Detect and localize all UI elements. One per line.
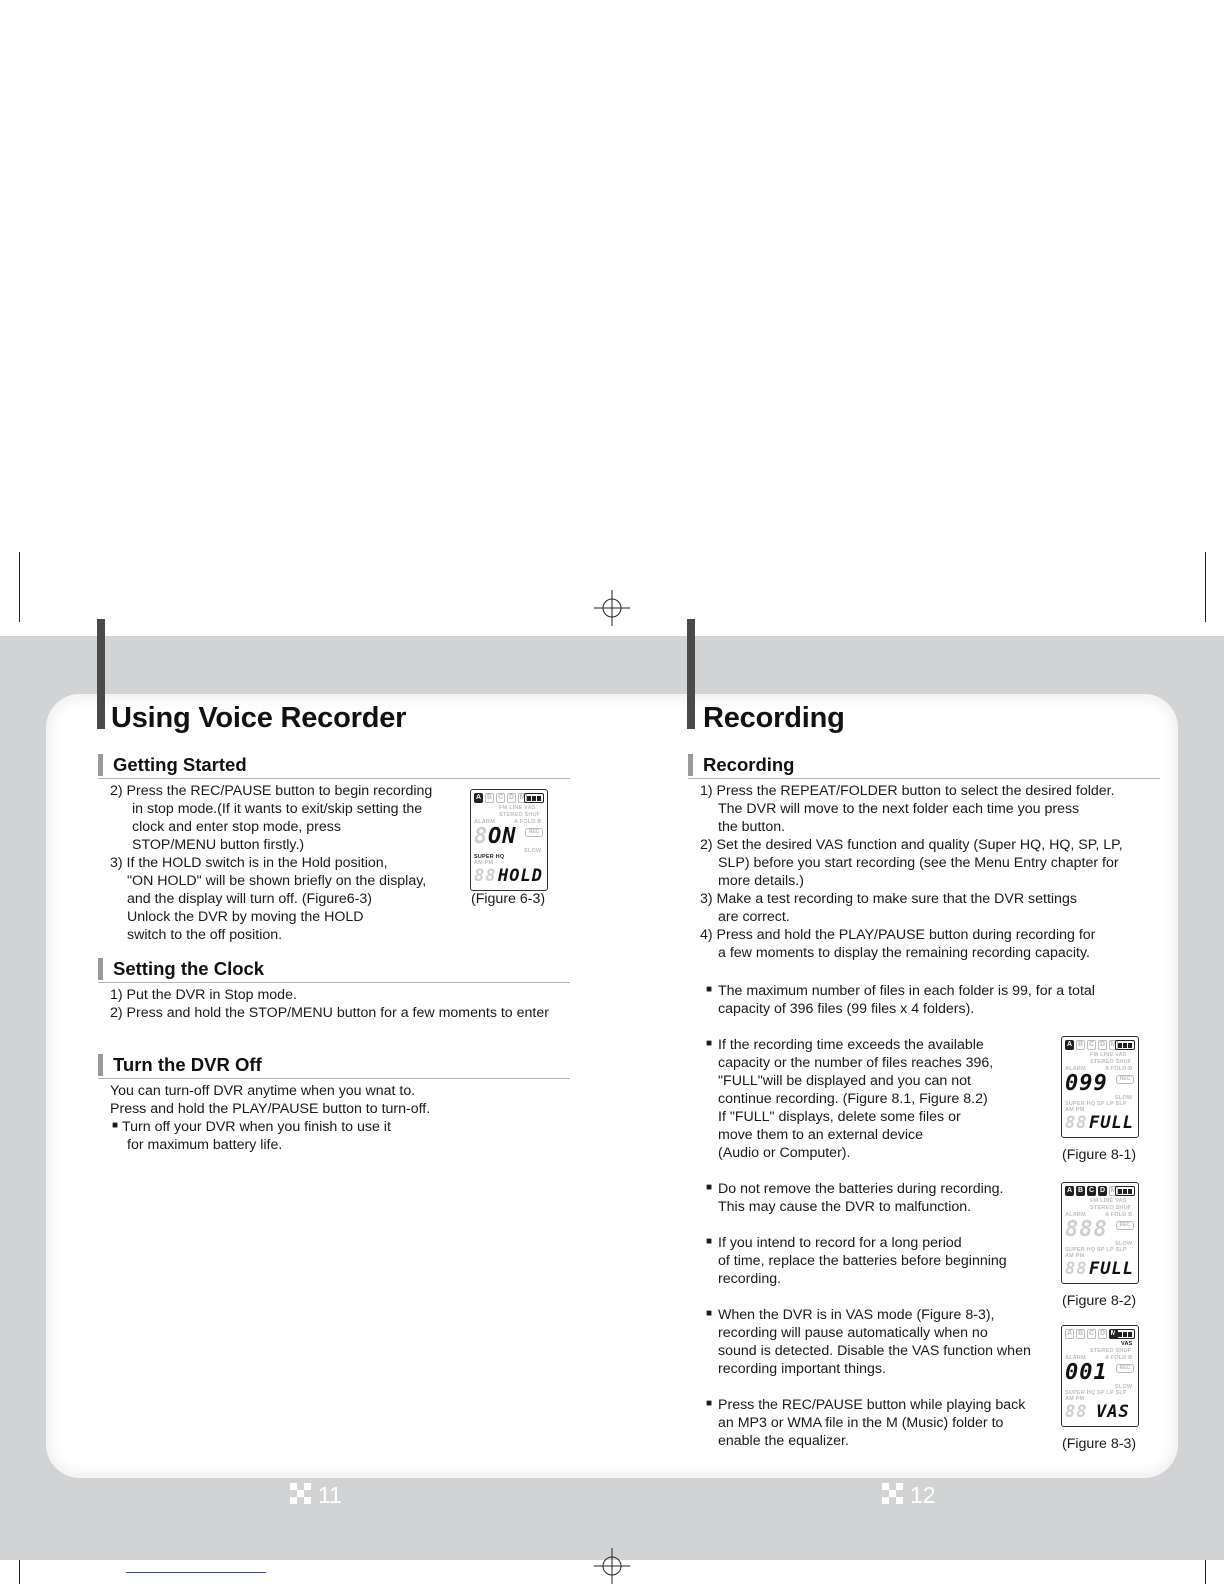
text-line: Press and hold the PLAY/PAUSE button to turn-off. (110, 1101, 431, 1117)
note-line: recording will pause automatically when no (718, 1325, 988, 1341)
bullet-icon: ■ (706, 1182, 713, 1193)
bullet-icon: ■ (706, 1236, 713, 1247)
section-divider (98, 1078, 570, 1079)
note-line: Press the REC/PAUSE button while playing back (718, 1397, 1026, 1413)
section-heading-getting-started: Getting Started (98, 754, 247, 776)
lcd-vas-indicator: VAS (1121, 1341, 1133, 1347)
note-line: (Audio or Computer). (718, 1145, 851, 1161)
lcd-label: AM PM (474, 860, 494, 866)
folder-indicator: C (1088, 1330, 1095, 1337)
battery-icon (1115, 1040, 1135, 1050)
battery-icon (1115, 1329, 1135, 1339)
lcd-label: SUPER HQ SP LP SLP (1065, 1247, 1127, 1253)
section-divider (688, 778, 1160, 779)
section-heading-setting-clock: Setting the Clock (98, 958, 264, 980)
folder-indicator: C (497, 794, 504, 801)
lcd-rec-indicator: REC (525, 828, 543, 837)
figure-caption: (Figure 8-1) (1062, 1147, 1137, 1163)
lcd-label: FM LINE VAS (1090, 1198, 1127, 1204)
lcd-figure-8-3 (1061, 1325, 1139, 1427)
section-heading-recording: Recording (688, 754, 794, 776)
folder-indicator: A (1066, 1330, 1073, 1337)
folder-indicator: D (508, 794, 515, 801)
lcd-label: A FOLD B (1105, 1355, 1133, 1361)
section-divider (98, 778, 570, 779)
figure-caption: (Figure 8-2) (1062, 1293, 1137, 1309)
lcd-main-digits: ON (488, 824, 517, 849)
page-number-right (882, 1482, 936, 1509)
folder-indicator: B (1077, 1041, 1084, 1048)
folder-indicator: B (1077, 1330, 1084, 1337)
lcd-ghost-digit: 8 (474, 824, 489, 849)
lcd-lower-text: VAS (1096, 1402, 1130, 1422)
right-title-bar (687, 619, 695, 729)
registration-mark-top-icon (594, 590, 630, 626)
lcd-label: AM PM (1065, 1396, 1085, 1402)
lcd-label: SLOW (1115, 1384, 1133, 1390)
lcd-rec-indicator: REC (1116, 1075, 1134, 1084)
figure-caption: (Figure 8-3) (1062, 1436, 1137, 1452)
page-marker-icon (882, 1483, 904, 1505)
note-line: enable the equalizer. (718, 1433, 849, 1449)
page-number-left (290, 1482, 342, 1509)
note-line: If "FULL" displays, delete some files or (718, 1109, 961, 1125)
text-line: "ON HOLD" will be shown briefly on the display, (127, 873, 427, 889)
note-line: move them to an external device (718, 1127, 924, 1143)
text-line: Turn off your DVR when you finish to use it (122, 1119, 391, 1135)
lcd-label: STEREO SHUF (1090, 1205, 1132, 1211)
lcd-label: A FOLD B (1105, 1212, 1133, 1218)
lcd-figure-8-2 (1061, 1182, 1139, 1284)
folder-indicator: A (1066, 1041, 1073, 1048)
step-line: are correct. (718, 909, 790, 925)
section-divider (98, 982, 570, 983)
folder-indicator: M (1110, 1187, 1117, 1194)
page-number-text: 12 (910, 1482, 936, 1508)
lcd-label: SLOW (1115, 1241, 1133, 1247)
text-line: and the display will turn off. (Figure6-3) (127, 891, 372, 907)
text-line: 2) Press the REC/PAUSE button to begin recording (110, 783, 433, 799)
crop-mark-left-top (19, 552, 20, 622)
lcd-label: SUPER HQ SP LP SLP (1065, 1390, 1127, 1396)
folder-indicator: B (486, 794, 493, 801)
left-title-bar (97, 619, 105, 729)
text-line: for maximum battery life. (127, 1137, 283, 1153)
lcd-label: AM PM (1065, 1253, 1085, 1259)
text-line: Unlock the DVR by moving the HOLD (127, 909, 364, 925)
page-marker-icon (290, 1483, 312, 1505)
lcd-lower-text: HOLD (498, 866, 543, 886)
step-line: the button. (718, 819, 786, 835)
step-line: SLP) before you start recording (see the Menu Entry chapter for (718, 855, 1119, 871)
lcd-label: AM PM (1065, 1107, 1085, 1113)
note-line: capacity or the number of files reaches 396, (718, 1055, 994, 1071)
lcd-label: STEREO SHUF (1090, 1348, 1132, 1354)
note-line: recording. (718, 1271, 782, 1287)
text-line: 3) If the HOLD switch is in the Hold position, (110, 855, 388, 871)
bullet-icon: ■ (706, 984, 713, 995)
battery-icon (524, 793, 544, 803)
note-line: sound is detected. Disable the VAS function when (718, 1343, 1031, 1359)
note-line: "FULL"will be displayed and you can not (718, 1073, 971, 1089)
folder-indicator: D (1099, 1330, 1106, 1337)
folder-indicator: D (1099, 1187, 1106, 1194)
lcd-ghost-digit: 88 (1065, 1402, 1088, 1422)
footer-link-underline[interactable] (126, 1572, 266, 1573)
note-line: recording important things. (718, 1361, 886, 1377)
lcd-label: ALARM (474, 819, 495, 825)
section-heading-turn-off: Turn the DVR Off (98, 1054, 262, 1076)
lcd-rec-indicator: REC (1116, 1221, 1134, 1230)
lcd-lower-text: FULL (1089, 1113, 1134, 1133)
note-line: If you intend to record for a long period (718, 1235, 962, 1251)
registration-mark-bottom-icon (594, 1548, 630, 1584)
note-line: The maximum number of files in each folder is 99, for a total (718, 983, 1095, 999)
text-line: clock and enter stop mode, press (132, 819, 341, 835)
figure-caption: (Figure 6-3) (471, 891, 546, 907)
lcd-rec-indicator: REC (1116, 1364, 1134, 1373)
bullet-icon: ■ (706, 1038, 713, 1049)
lcd-main-digits: 001 (1065, 1360, 1108, 1385)
lcd-ghost-digit: 88 (1065, 1113, 1088, 1133)
step-line: more details.) (718, 873, 804, 889)
lcd-ghost-digit: 88 (474, 866, 497, 886)
lcd-figure-6-3 (470, 789, 548, 891)
folder-indicator: B (1077, 1187, 1084, 1194)
lcd-lower-text: FULL (1089, 1259, 1134, 1279)
lcd-label: STEREO SHUF (499, 812, 541, 818)
folder-indicator: M (1110, 1330, 1117, 1337)
text-line: 2) Press and hold the STOP/MENU button for a few moments to enter (110, 1005, 549, 1021)
lcd-label: ALARM (1065, 1212, 1086, 1218)
step-line: 4) Press and hold the PLAY/PAUSE button during recording for (700, 927, 1096, 943)
left-page-title: Using Voice Recorder (111, 702, 407, 734)
note-line: When the DVR is in VAS mode (Figure 8-3), (718, 1307, 995, 1323)
step-line: 1) Press the REPEAT/FOLDER button to select the desired folder. (700, 783, 1115, 799)
note-line: If the recording time exceeds the available (718, 1037, 984, 1053)
crop-mark-right-top (1205, 552, 1206, 622)
note-line: capacity of 396 files (99 files x 4 folders). (718, 1001, 975, 1017)
lcd-label: SUPER HQ SP LP SLP (1065, 1101, 1127, 1107)
step-line: The DVR will move to the next folder each time you press (718, 801, 1080, 817)
lcd-label: SLOW (524, 848, 542, 854)
text-line: STOP/MENU button firstly.) (132, 837, 305, 853)
folder-indicator: D (1099, 1041, 1106, 1048)
bullet-icon: ■ (706, 1398, 713, 1409)
step-line: 3) Make a test recording to make sure that the DVR settings (700, 891, 1077, 907)
folder-indicator: A (1066, 1187, 1073, 1194)
lcd-label: A FOLD B (1105, 1066, 1133, 1072)
lcd-label: ALARM (1065, 1066, 1086, 1072)
lcd-label: ALARM (1065, 1355, 1086, 1361)
folder-indicator: M (1110, 1041, 1117, 1048)
text-line: in stop mode.(If it wants to exit/skip setting the (132, 801, 423, 817)
bullet-icon: ■ (706, 1308, 713, 1319)
bullet-icon: ■ (112, 1120, 119, 1131)
lcd-label: A FOLD B (514, 819, 542, 825)
lcd-figure-8-1 (1061, 1036, 1139, 1138)
note-line: of time, replace the batteries before beginning (718, 1253, 1007, 1269)
note-line: Do not remove the batteries during recording. (718, 1181, 1004, 1197)
text-line: You can turn-off DVR anytime when you wnat to. (110, 1083, 416, 1099)
note-line: an MP3 or WMA file in the M (Music) folder to (718, 1415, 1004, 1431)
text-line: 1) Put the DVR in Stop mode. (110, 987, 297, 1003)
lcd-label: FM LINE VAS (1090, 1052, 1127, 1058)
folder-indicator: M (519, 794, 526, 801)
folder-indicator: C (1088, 1041, 1095, 1048)
battery-icon (1115, 1186, 1135, 1196)
step-line: a few moments to display the remaining recording capacity. (718, 945, 1090, 961)
lcd-quality-label: SUPER HQ (474, 854, 505, 860)
lcd-main-digits: 099 (1065, 1071, 1108, 1096)
folder-indicator: C (1088, 1187, 1095, 1194)
folder-indicator: A (475, 794, 482, 801)
text-line: switch to the off position. (127, 927, 283, 943)
right-page-title: Recording (703, 702, 845, 734)
step-line: 2) Set the desired VAS function and quality (Super HQ, HQ, SP, LP, (700, 837, 1123, 853)
lcd-label: FM LINE VAS (499, 805, 536, 811)
lcd-ghost-digit: 88 (1065, 1259, 1088, 1279)
note-line: This may cause the DVR to malfunction. (718, 1199, 972, 1215)
lcd-label: SLOW (1115, 1095, 1133, 1101)
lcd-label: STEREO SHUF (1090, 1059, 1132, 1065)
lcd-main-digits: 888 (1065, 1217, 1108, 1242)
note-line: continue recording. (Figure 8.1, Figure 8.2) (718, 1091, 988, 1107)
page-number-text: 11 (318, 1482, 342, 1508)
